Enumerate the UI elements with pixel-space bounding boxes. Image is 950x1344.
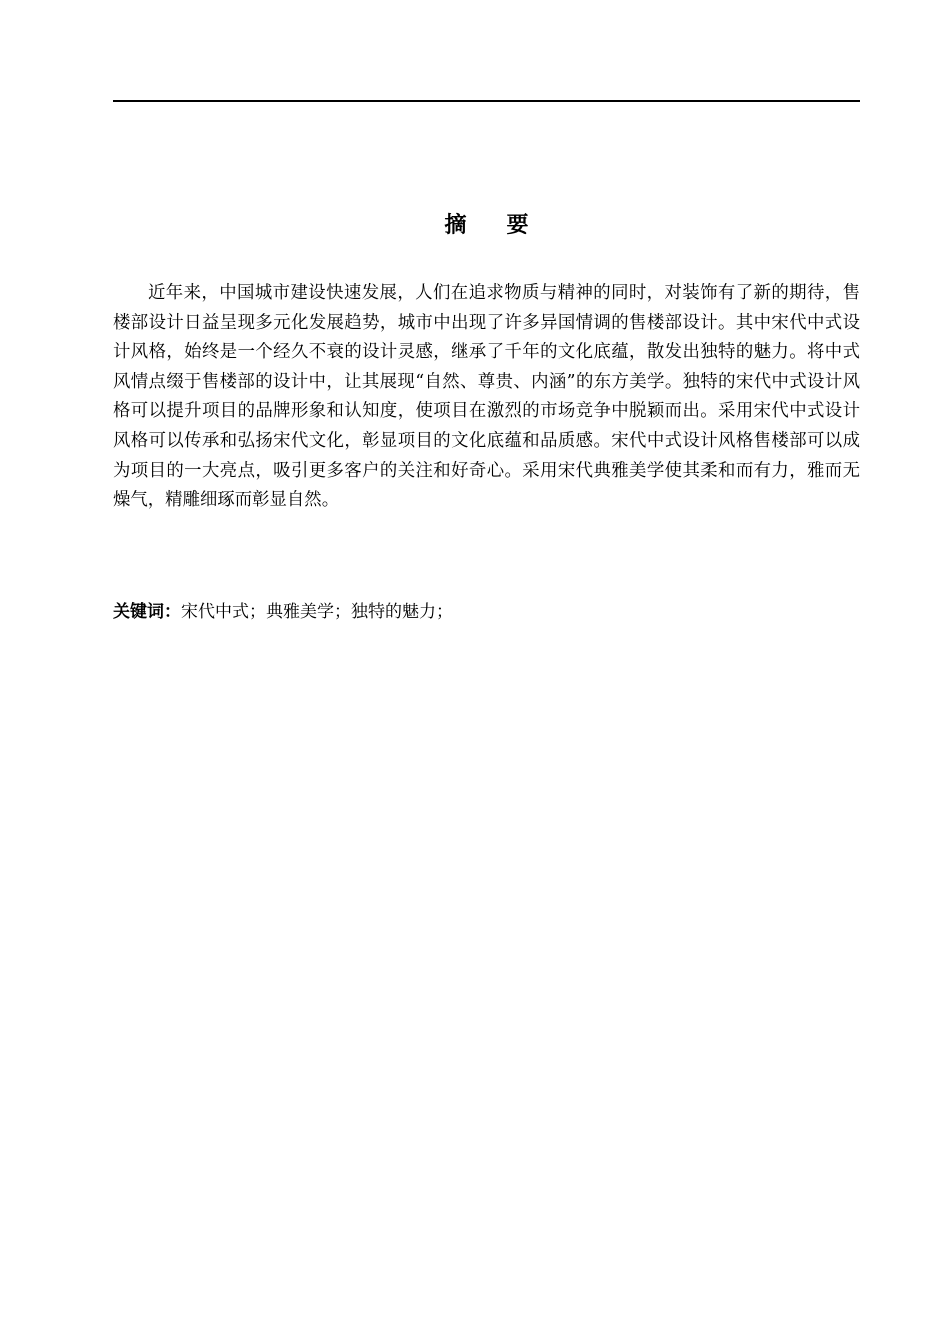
keywords-label: 关键词： — [113, 602, 181, 622]
keywords-values: 宋代中式；典雅美学；独特的魅力； — [181, 602, 453, 622]
abstract-paragraph: 近年来，中国城市建设快速发展，人们在追求物质与精神的同时，对装饰有了新的期待，售楼部设计日益呈现多元化发展趋势，城市中出现了许多异国情调的售楼部设计。其中宋代中式设计风格，始终是一个经久不衰的设计灵感，继承了千年的文化底蕴，散发出独特的魅力。将中式风情点缀于售楼部的设计中，让其展现“自然、尊贵、内涵”的东方美学。独特的宋代中式设计风格可以提升项目的品牌形象和认知度，使项目在激烈的市场竞争中脱颖而出。采用宋代中式设计风格可以传承和弘扬宋代文化，彰显项目的文化底蕴和品质感。宋代中式设计风格售楼部可以成为项目的一大亮点，吸引更多客户的关注和好奇心。采用宋代典雅美学使其柔和而有力，雅而无燥气，精雕细琢而彰显自然。 — [113, 283, 860, 511]
keywords-line — [113, 598, 860, 626]
header-rule — [113, 100, 860, 102]
page-title: 摘要 — [444, 213, 569, 238]
